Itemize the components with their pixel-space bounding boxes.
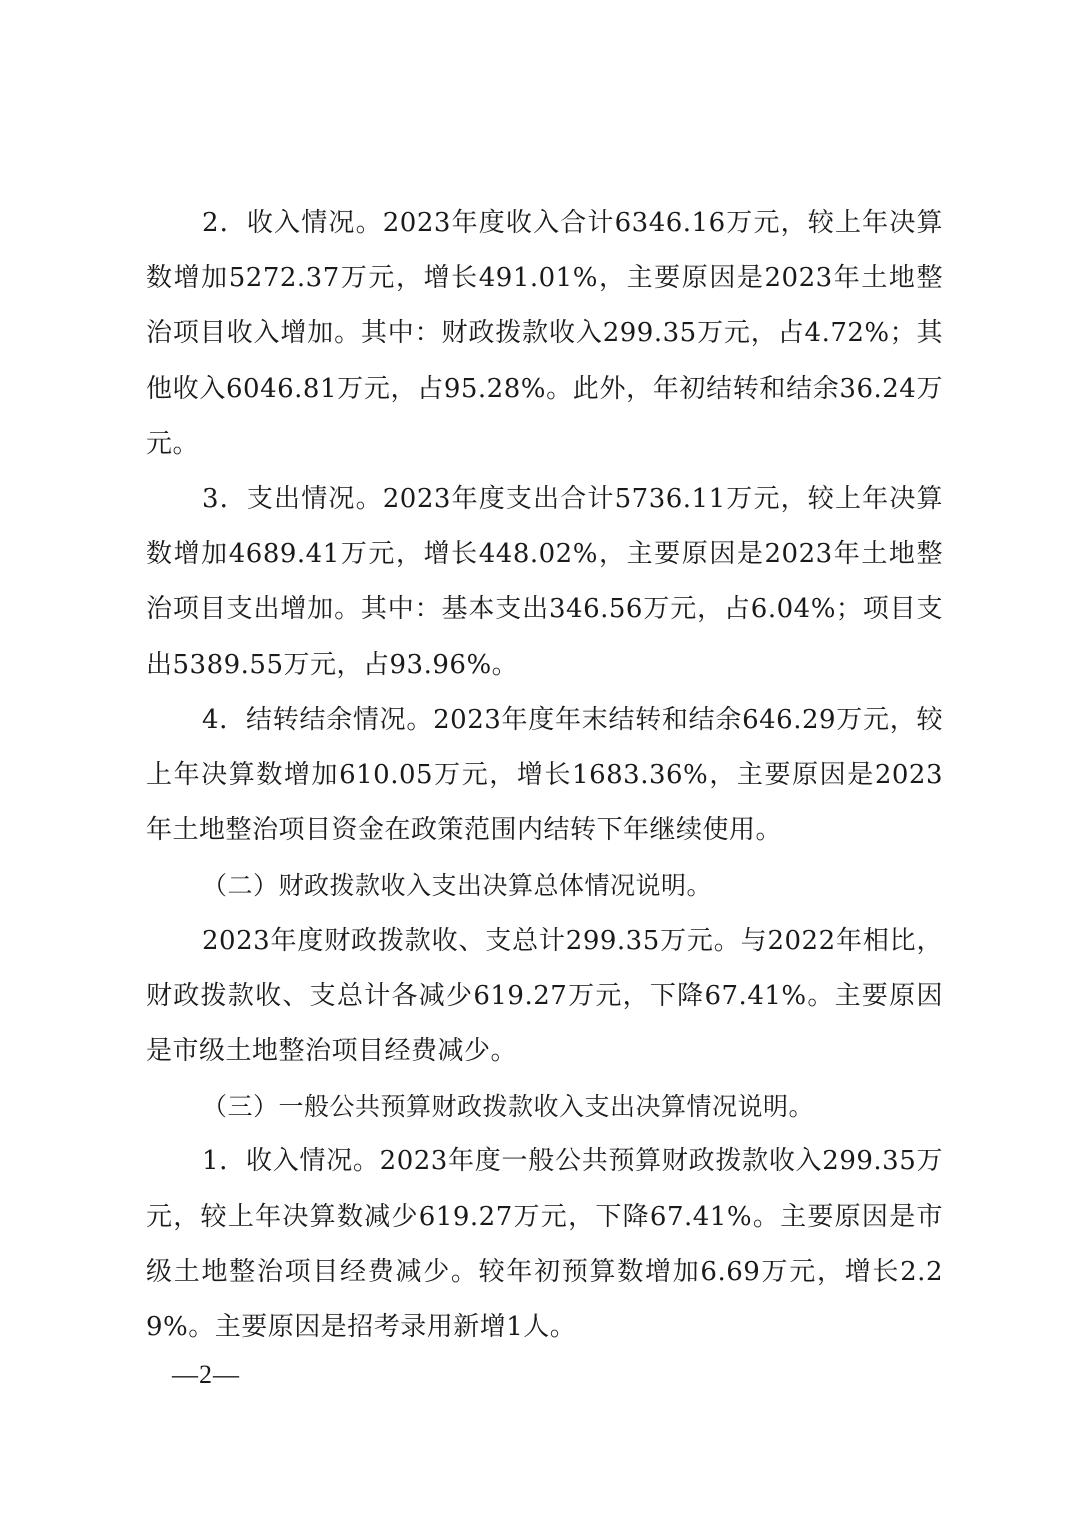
paragraph-fiscal-overview: 2023年度财政拨款收、支总计299.35万元。与2022年相比，财政拨款收、支总计各减少619.27万元，下降67.41%。主要原因是市级土地整治项目经费减少。: [146, 925, 943, 1067]
paragraph-general-budget-income: 1．收入情况。2023年度一般公共预算财政拨款收入299.35万元，较上年决算数减少619.27万元，下降67.41%。主要原因是市级土地整治项目经费减少。较年初预算数增加6.69万元，增长2.29%。主要原因是招考录用新增1人。: [146, 1146, 943, 1343]
paragraph-carryover: 4．结转结余情况。2023年度年末结转和结余646.29万元，较上年决算数增加610.05万元，增长1683.36%，主要原因是2023年土地整治项目资金在政策范围内结转下年继续使用。: [146, 704, 943, 846]
section-heading-fiscal-overview: （二）财政拨款收入支出决算总体情况说明。: [202, 871, 713, 901]
section-heading-general-budget: （三）一般公共预算财政拨款收入支出决算情况说明。: [202, 1092, 815, 1122]
paragraph-income: 2．收入情况。2023年度收入合计6346.16万元，较上年决算数增加5272.37万元，增长491.01%，主要原因是2023年土地整治项目收入增加。其中：财政拨款收入299.35万元，占4.72%；其他收入6046.81万元，占95.28%。此外，年初结转和结余36.24万元。: [146, 208, 943, 459]
paragraph-expenditure: 3．支出情况。2023年度支出合计5736.11万元，较上年决算数增加4689.41万元，增长448.02%，主要原因是2023年土地整治项目支出增加。其中：基本支出346.56万元，占6.04%；项目支出5389.55万元，占93.96%。: [146, 484, 943, 680]
page-number: —2—: [172, 1360, 240, 1389]
page-body: [146, 196, 943, 1355]
